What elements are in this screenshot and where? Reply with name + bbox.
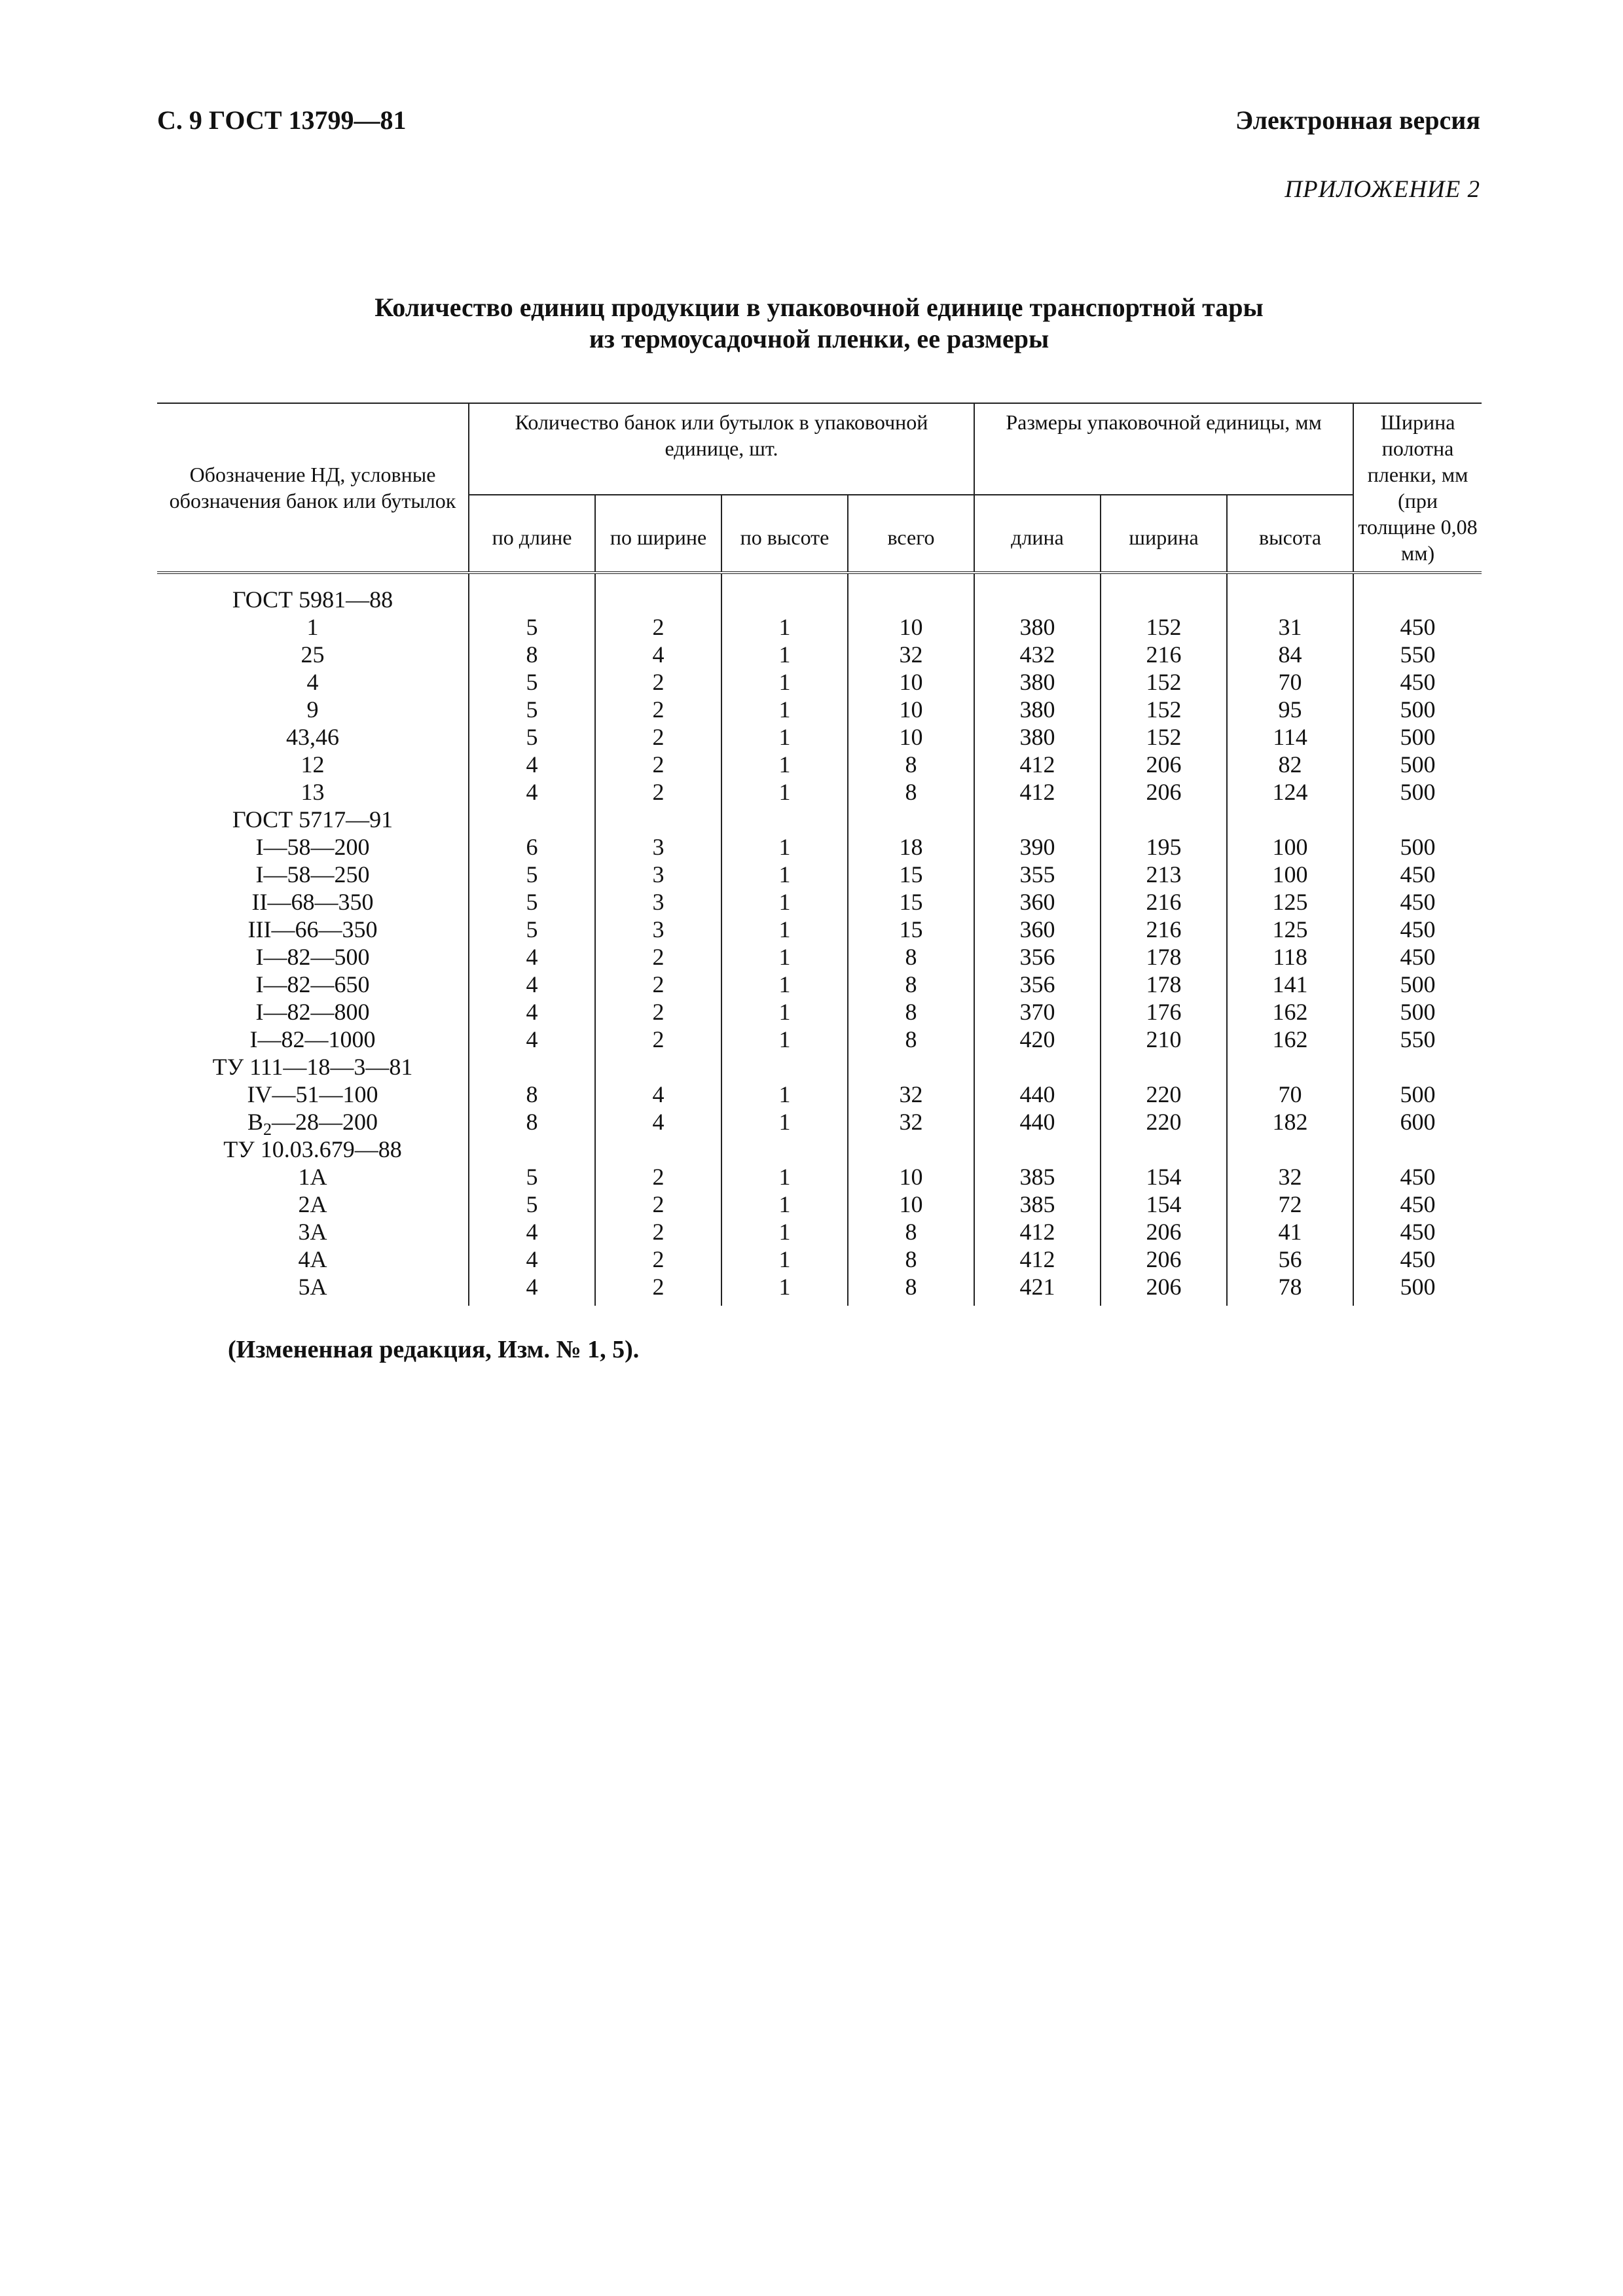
- cell-by-height: 1: [721, 888, 848, 916]
- cell-width: 178: [1101, 943, 1227, 971]
- cell-total: 8: [848, 1218, 974, 1246]
- cell-height: 56: [1227, 1246, 1353, 1273]
- cell-height: 141: [1227, 971, 1353, 998]
- cell-by-length: 4: [469, 1246, 595, 1273]
- cell-height: 162: [1227, 1026, 1353, 1053]
- cell-designation: 2А: [298, 1191, 327, 1217]
- cell-film-width: 450: [1353, 613, 1482, 641]
- cell-by-length: [469, 573, 595, 613]
- header-designation: Обозначение НД, условные обозначения банок или бутылок: [157, 403, 469, 573]
- cell-by-width: [595, 1136, 721, 1163]
- cell-width: 154: [1101, 1191, 1227, 1218]
- cell-width: 154: [1101, 1163, 1227, 1191]
- page-header-left: С. 9 ГОСТ 13799—81: [157, 105, 407, 135]
- cell-by-length: 4: [469, 998, 595, 1026]
- cell-by-height: 1: [721, 1026, 848, 1053]
- table-row: [157, 806, 1482, 833]
- header-height: высота: [1227, 495, 1353, 573]
- cell-length: 440: [974, 1108, 1101, 1136]
- table-row: [157, 641, 1482, 668]
- cell-by-height: 1: [721, 998, 848, 1026]
- table-row: [157, 1081, 1482, 1108]
- cell-film-width: 550: [1353, 641, 1482, 668]
- header-by-length: по длине: [469, 495, 595, 573]
- cell-width: [1101, 573, 1227, 613]
- cell-by-width: 2: [595, 751, 721, 778]
- cell-width: 206: [1101, 1218, 1227, 1246]
- cell-film-width: 500: [1353, 778, 1482, 806]
- cell-designation: 12: [301, 751, 325, 778]
- cell-designation: ГОСТ 5717—91: [232, 806, 393, 833]
- cell-height: 125: [1227, 888, 1353, 916]
- cell-by-width: [595, 1053, 721, 1081]
- cell-length: 370: [974, 998, 1101, 1026]
- cell-length: 390: [974, 833, 1101, 861]
- cell-total: 8: [848, 1246, 974, 1273]
- cell-by-height: 1: [721, 641, 848, 668]
- table-row: [157, 833, 1482, 861]
- cell-width: 152: [1101, 668, 1227, 696]
- cell-by-length: 5: [469, 613, 595, 641]
- cell-total: 10: [848, 696, 974, 723]
- cell-by-height: 1: [721, 1218, 848, 1246]
- cell-width: 178: [1101, 971, 1227, 998]
- cell-total: 10: [848, 1163, 974, 1191]
- cell-designation: I—82—1000: [249, 1026, 376, 1052]
- cell-by-width: 2: [595, 1218, 721, 1246]
- cell-height: 95: [1227, 696, 1353, 723]
- table-row: [157, 1053, 1482, 1081]
- cell-length: [974, 1136, 1101, 1163]
- cell-length: 355: [974, 861, 1101, 888]
- cell-height: 100: [1227, 861, 1353, 888]
- cell-designation: II—68—350: [251, 889, 374, 915]
- cell-height: 114: [1227, 723, 1353, 751]
- amendment-note: (Измененная редакция, Изм. № 1, 5).: [228, 1336, 640, 1363]
- table-row: [157, 1136, 1482, 1163]
- cell-designation: 5А: [298, 1274, 327, 1300]
- cell-by-length: 5: [469, 916, 595, 943]
- table-row: [157, 971, 1482, 998]
- cell-by-width: 2: [595, 668, 721, 696]
- cell-by-height: 1: [721, 1081, 848, 1108]
- cell-height: 31: [1227, 613, 1353, 641]
- cell-total: 15: [848, 888, 974, 916]
- cell-by-height: [721, 806, 848, 833]
- cell-total: 15: [848, 916, 974, 943]
- cell-total: 8: [848, 751, 974, 778]
- cell-by-width: 4: [595, 1081, 721, 1108]
- cell-by-width: 3: [595, 833, 721, 861]
- table-row: [157, 861, 1482, 888]
- table-row: [157, 1246, 1482, 1273]
- cell-designation: 3А: [298, 1219, 327, 1245]
- cell-film-width: 450: [1353, 1191, 1482, 1218]
- cell-film-width: [1353, 573, 1482, 613]
- cell-by-height: 1: [721, 778, 848, 806]
- table-row: [157, 888, 1482, 916]
- cell-by-length: 4: [469, 943, 595, 971]
- cell-designation: I—82—500: [255, 944, 370, 970]
- cell-by-height: 1: [721, 1191, 848, 1218]
- cell-length: 420: [974, 1026, 1101, 1053]
- cell-designation: III—66—350: [247, 916, 378, 942]
- header-by-width: по ширине: [595, 495, 721, 573]
- table-row: [157, 916, 1482, 943]
- cell-total: 15: [848, 861, 974, 888]
- cell-length: 385: [974, 1163, 1101, 1191]
- cell-by-length: 4: [469, 1026, 595, 1053]
- cell-film-width: 500: [1353, 751, 1482, 778]
- cell-length: [974, 573, 1101, 613]
- cell-film-width: 450: [1353, 916, 1482, 943]
- header-width: ширина: [1101, 495, 1227, 573]
- cell-length: 421: [974, 1273, 1101, 1306]
- cell-by-height: 1: [721, 1273, 848, 1306]
- cell-film-width: 550: [1353, 1026, 1482, 1053]
- cell-width: 206: [1101, 1273, 1227, 1306]
- header-length: длина: [974, 495, 1101, 573]
- table-row: [157, 668, 1482, 696]
- cell-designation: I—82—650: [255, 971, 370, 997]
- cell-by-height: [721, 1136, 848, 1163]
- cell-length: 380: [974, 723, 1101, 751]
- cell-by-width: 2: [595, 723, 721, 751]
- cell-height: 182: [1227, 1108, 1353, 1136]
- cell-length: [974, 806, 1101, 833]
- cell-film-width: [1353, 1136, 1482, 1163]
- cell-designation: ТУ 111—18—3—81: [212, 1054, 413, 1080]
- cell-designation: IV—51—100: [247, 1081, 378, 1107]
- cell-film-width: 500: [1353, 723, 1482, 751]
- cell-total: 32: [848, 1081, 974, 1108]
- cell-total: 8: [848, 943, 974, 971]
- cell-total: 32: [848, 641, 974, 668]
- cell-total: [848, 1053, 974, 1081]
- cell-designation: ТУ 10.03.679—88: [223, 1136, 402, 1162]
- cell-film-width: 450: [1353, 861, 1482, 888]
- cell-total: 32: [848, 1108, 974, 1136]
- table-row: [157, 1163, 1482, 1191]
- header-total: всего: [848, 495, 974, 573]
- cell-height: [1227, 1136, 1353, 1163]
- cell-film-width: 450: [1353, 1218, 1482, 1246]
- cell-by-width: 2: [595, 1163, 721, 1191]
- cell-by-width: [595, 806, 721, 833]
- cell-designation: 43,46: [286, 724, 339, 750]
- cell-length: 412: [974, 1246, 1101, 1273]
- table-row: [157, 1026, 1482, 1053]
- cell-height: 41: [1227, 1218, 1353, 1246]
- cell-designation: I—82—800: [255, 999, 370, 1025]
- cell-by-height: 1: [721, 613, 848, 641]
- cell-width: 206: [1101, 778, 1227, 806]
- cell-by-width: 3: [595, 888, 721, 916]
- cell-designation: 13: [301, 779, 325, 805]
- cell-film-width: 500: [1353, 833, 1482, 861]
- cell-by-height: 1: [721, 1163, 848, 1191]
- cell-height: 84: [1227, 641, 1353, 668]
- cell-total: 18: [848, 833, 974, 861]
- cell-designation: 9: [306, 696, 319, 723]
- cell-by-length: [469, 1136, 595, 1163]
- cell-height: [1227, 573, 1353, 613]
- cell-total: 10: [848, 1191, 974, 1218]
- cell-total: 8: [848, 998, 974, 1026]
- cell-length: 356: [974, 971, 1101, 998]
- page-header-right: Электронная версия: [1235, 105, 1480, 135]
- cell-film-width: [1353, 1053, 1482, 1081]
- cell-by-length: [469, 806, 595, 833]
- cell-by-height: 1: [721, 1246, 848, 1273]
- cell-by-height: [721, 573, 848, 613]
- cell-film-width: 500: [1353, 696, 1482, 723]
- table-row: [157, 1108, 1482, 1136]
- cell-by-height: 1: [721, 971, 848, 998]
- cell-total: 8: [848, 971, 974, 998]
- cell-by-length: 8: [469, 1081, 595, 1108]
- cell-by-length: 4: [469, 1218, 595, 1246]
- cell-width: 206: [1101, 1246, 1227, 1273]
- cell-width: 213: [1101, 861, 1227, 888]
- cell-by-width: 4: [595, 1108, 721, 1136]
- cell-by-length: 5: [469, 1163, 595, 1191]
- cell-by-height: 1: [721, 668, 848, 696]
- cell-by-width: 2: [595, 1191, 721, 1218]
- cell-by-height: [721, 1053, 848, 1081]
- cell-designation: [157, 1108, 469, 1139]
- cell-by-width: 3: [595, 861, 721, 888]
- table-row: [157, 573, 1482, 613]
- cell-designation: 4А: [298, 1246, 327, 1272]
- table-body: [157, 573, 1482, 1306]
- cell-by-height: 1: [721, 723, 848, 751]
- cell-designation: ГОСТ 5981—88: [232, 586, 393, 613]
- header-film-width: Ширина полотна пленки, мм (при толщине 0,08 мм): [1353, 403, 1482, 573]
- cell-length: 440: [974, 1081, 1101, 1108]
- header-size-group: Размеры упаковочной единицы, мм: [974, 403, 1353, 495]
- cell-width: 152: [1101, 613, 1227, 641]
- cell-designation: 25: [301, 641, 325, 668]
- table-row: [157, 613, 1482, 641]
- cell-width: 206: [1101, 751, 1227, 778]
- cell-by-width: [595, 573, 721, 613]
- cell-film-width: 500: [1353, 998, 1482, 1026]
- cell-length: 360: [974, 888, 1101, 916]
- cell-total: [848, 573, 974, 613]
- cell-by-height: 1: [721, 861, 848, 888]
- cell-length: 412: [974, 778, 1101, 806]
- cell-by-length: [469, 1053, 595, 1081]
- cell-by-length: 5: [469, 888, 595, 916]
- cell-width: 216: [1101, 888, 1227, 916]
- cell-total: 8: [848, 1273, 974, 1306]
- cell-height: 78: [1227, 1273, 1353, 1306]
- cell-height: 125: [1227, 916, 1353, 943]
- cell-total: 8: [848, 1026, 974, 1053]
- packaging-table: [157, 403, 1482, 1306]
- cell-height: [1227, 806, 1353, 833]
- cell-film-width: 600: [1353, 1108, 1482, 1136]
- table-row: [157, 998, 1482, 1026]
- cell-by-length: 5: [469, 861, 595, 888]
- cell-length: 380: [974, 696, 1101, 723]
- cell-by-height: 1: [721, 1108, 848, 1136]
- cell-width: 152: [1101, 723, 1227, 751]
- cell-width: 216: [1101, 641, 1227, 668]
- table-row: [157, 723, 1482, 751]
- cell-by-width: 2: [595, 778, 721, 806]
- cell-film-width: 450: [1353, 888, 1482, 916]
- header-by-height: по высоте: [721, 495, 848, 573]
- cell-by-length: 4: [469, 971, 595, 998]
- cell-width: [1101, 806, 1227, 833]
- table-row: [157, 778, 1482, 806]
- cell-height: 124: [1227, 778, 1353, 806]
- cell-width: 195: [1101, 833, 1227, 861]
- cell-width: 176: [1101, 998, 1227, 1026]
- cell-width: 152: [1101, 696, 1227, 723]
- cell-designation: 1А: [298, 1164, 327, 1190]
- cell-film-width: 450: [1353, 668, 1482, 696]
- cell-by-height: 1: [721, 916, 848, 943]
- cell-film-width: 450: [1353, 1163, 1482, 1191]
- cell-designation: I—58—250: [255, 861, 370, 888]
- designation-subscript: 2: [263, 1120, 272, 1139]
- cell-total: 10: [848, 668, 974, 696]
- cell-height: 100: [1227, 833, 1353, 861]
- cell-length: [974, 1053, 1101, 1081]
- cell-length: 432: [974, 641, 1101, 668]
- cell-height: 70: [1227, 668, 1353, 696]
- cell-length: 412: [974, 751, 1101, 778]
- designation-tail: —28—200: [272, 1109, 378, 1135]
- table-header: [157, 403, 1482, 573]
- cell-length: 380: [974, 668, 1101, 696]
- cell-by-length: 8: [469, 641, 595, 668]
- cell-width: 220: [1101, 1081, 1227, 1108]
- table-row: [157, 751, 1482, 778]
- cell-total: 10: [848, 613, 974, 641]
- cell-by-width: 2: [595, 696, 721, 723]
- cell-height: 82: [1227, 751, 1353, 778]
- cell-film-width: 500: [1353, 971, 1482, 998]
- cell-film-width: 450: [1353, 943, 1482, 971]
- cell-film-width: 450: [1353, 1246, 1482, 1273]
- table-row: [157, 696, 1482, 723]
- cell-by-length: 8: [469, 1108, 595, 1136]
- cell-by-width: 2: [595, 1273, 721, 1306]
- cell-length: 380: [974, 613, 1101, 641]
- cell-total: 8: [848, 778, 974, 806]
- cell-designation: 4: [306, 669, 319, 695]
- table-title: [157, 292, 1481, 355]
- cell-by-length: 5: [469, 668, 595, 696]
- cell-film-width: 500: [1353, 1273, 1482, 1306]
- cell-by-height: 1: [721, 833, 848, 861]
- cell-by-length: 4: [469, 1273, 595, 1306]
- cell-by-length: 5: [469, 723, 595, 751]
- table-row: [157, 943, 1482, 971]
- table-title-line-1: Количество единиц продукции в упаковочной единице транспортной тары: [374, 293, 1264, 322]
- cell-height: 70: [1227, 1081, 1353, 1108]
- cell-width: [1101, 1136, 1227, 1163]
- designation-text: В: [247, 1109, 263, 1135]
- cell-by-width: 2: [595, 998, 721, 1026]
- cell-by-length: 4: [469, 751, 595, 778]
- cell-length: 356: [974, 943, 1101, 971]
- cell-film-width: 500: [1353, 1081, 1482, 1108]
- cell-width: [1101, 1053, 1227, 1081]
- header-count-group: Количество банок или бутылок в упаковочной единице, шт.: [469, 403, 974, 495]
- cell-width: 220: [1101, 1108, 1227, 1136]
- cell-length: 360: [974, 916, 1101, 943]
- cell-designation: 1: [306, 614, 319, 640]
- cell-width: 216: [1101, 916, 1227, 943]
- cell-by-width: 4: [595, 641, 721, 668]
- cell-height: [1227, 1053, 1353, 1081]
- table-row: [157, 1273, 1482, 1306]
- cell-by-width: 2: [595, 613, 721, 641]
- table-title-line-2: из термоусадочной пленки, ее размеры: [589, 324, 1049, 353]
- table-row: [157, 1218, 1482, 1246]
- cell-length: 412: [974, 1218, 1101, 1246]
- cell-designation: I—58—200: [255, 834, 370, 860]
- cell-height: 118: [1227, 943, 1353, 971]
- table-row: [157, 1191, 1482, 1218]
- annex-label: ПРИЛОЖЕНИЕ 2: [1285, 176, 1480, 203]
- cell-total: [848, 1136, 974, 1163]
- cell-total: [848, 806, 974, 833]
- cell-by-length: 5: [469, 696, 595, 723]
- cell-by-width: 2: [595, 1026, 721, 1053]
- cell-by-width: 3: [595, 916, 721, 943]
- cell-film-width: [1353, 806, 1482, 833]
- cell-by-height: 1: [721, 696, 848, 723]
- cell-width: 210: [1101, 1026, 1227, 1053]
- cell-by-width: 2: [595, 1246, 721, 1273]
- cell-by-width: 2: [595, 971, 721, 998]
- cell-by-length: 5: [469, 1191, 595, 1218]
- cell-height: 32: [1227, 1163, 1353, 1191]
- cell-height: 162: [1227, 998, 1353, 1026]
- cell-by-width: 2: [595, 943, 721, 971]
- cell-by-length: 6: [469, 833, 595, 861]
- cell-length: 385: [974, 1191, 1101, 1218]
- cell-height: 72: [1227, 1191, 1353, 1218]
- cell-by-height: 1: [721, 943, 848, 971]
- cell-by-height: 1: [721, 751, 848, 778]
- cell-by-length: 4: [469, 778, 595, 806]
- cell-total: 10: [848, 723, 974, 751]
